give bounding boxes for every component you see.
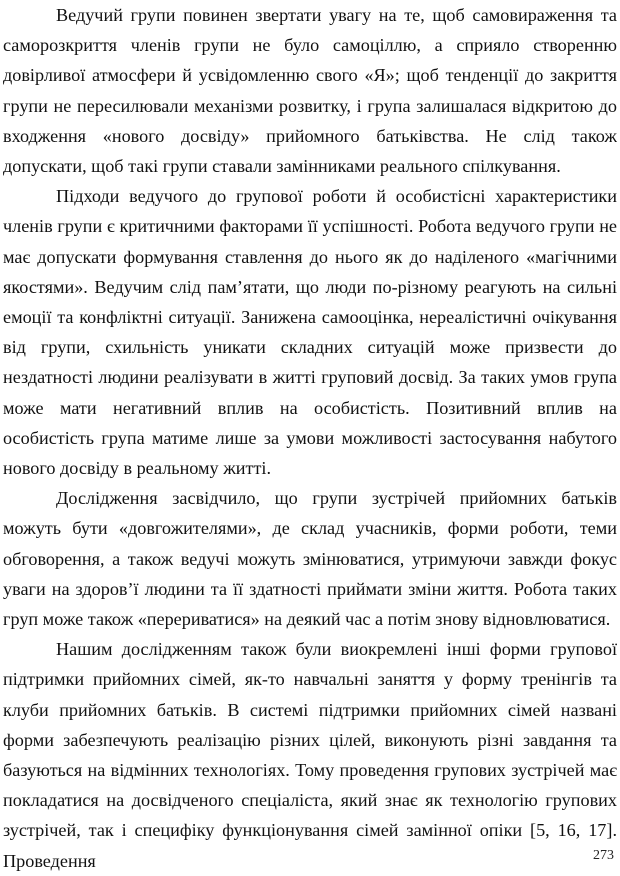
body-text [3, 0, 617, 876]
paragraph-1: Ведучий групи повинен звертати увагу на те, щоб самовираження та саморозкриття членів групи не було самоціллю, а сприяло створенню довірливої атмосфери й усвідомленню свого «Я»; щоб тенденції до закриття групи не пересилювали механізми розвитку, і група залишалася відкритою до входження «нового досвіду» прийомного батьківства. Не слід також допускати, щоб такі групи ставали замінниками реального спілкування. [3, 5, 617, 177]
page-number: 273 [593, 848, 614, 863]
paragraph-2: Підходи ведучого до групової роботи й особистісні характеристики членів групи є критичними факторами її успішності. Робота ведучого групи не має допускати формування ставлення до нього як до наділеного «магічними якостями». Ведучим слід пам’ятати, що люди по-різному реагують на сильні емоції та конфліктні ситуації. Занижена самооцінка, нереалістичні очікування від групи, схильність уникати складних ситуацій може призвести до нездатності людини реалізувати в житті груповий досвід. За таких умов група може мати негативний вплив на особистість. Позитивний вплив на особистість група матиме лише за умови можливості застосування набутого нового досвіду в реальному житті. [3, 186, 617, 479]
paragraph-4: Нашим дослідженням також були виокремлені інші форми групової підтримки прийомних сімей, як-то навчальні заняття у форму тренінгів та клуби прийомних батьків. В системі підтримки прийомних сімей названі форми забезпечують реалізацію різних цілей, виконують різні завдання та базуються на відмінних технологіях. Тому проведення групових зустрічей має покладатися на досвідченого спеціаліста, який знає як технологію групових зустрічей, так і специфіку функціонування сімей замінної опіки [5, 16, 17]. Проведення [3, 639, 617, 871]
paragraph-3: Дослідження засвідчило, що групи зустрічей прийомних батьків можуть бути «довгожителями», де склад учасників, форми роботи, теми обговорення, а також ведучі можуть змінюватися, утримуючи завжди фокус уваги на здоров’ї людини та її здатності приймати зміни життя. Робота таких груп може також «перериватися» на деякий час а потім знову відновлюватися. [3, 488, 617, 630]
